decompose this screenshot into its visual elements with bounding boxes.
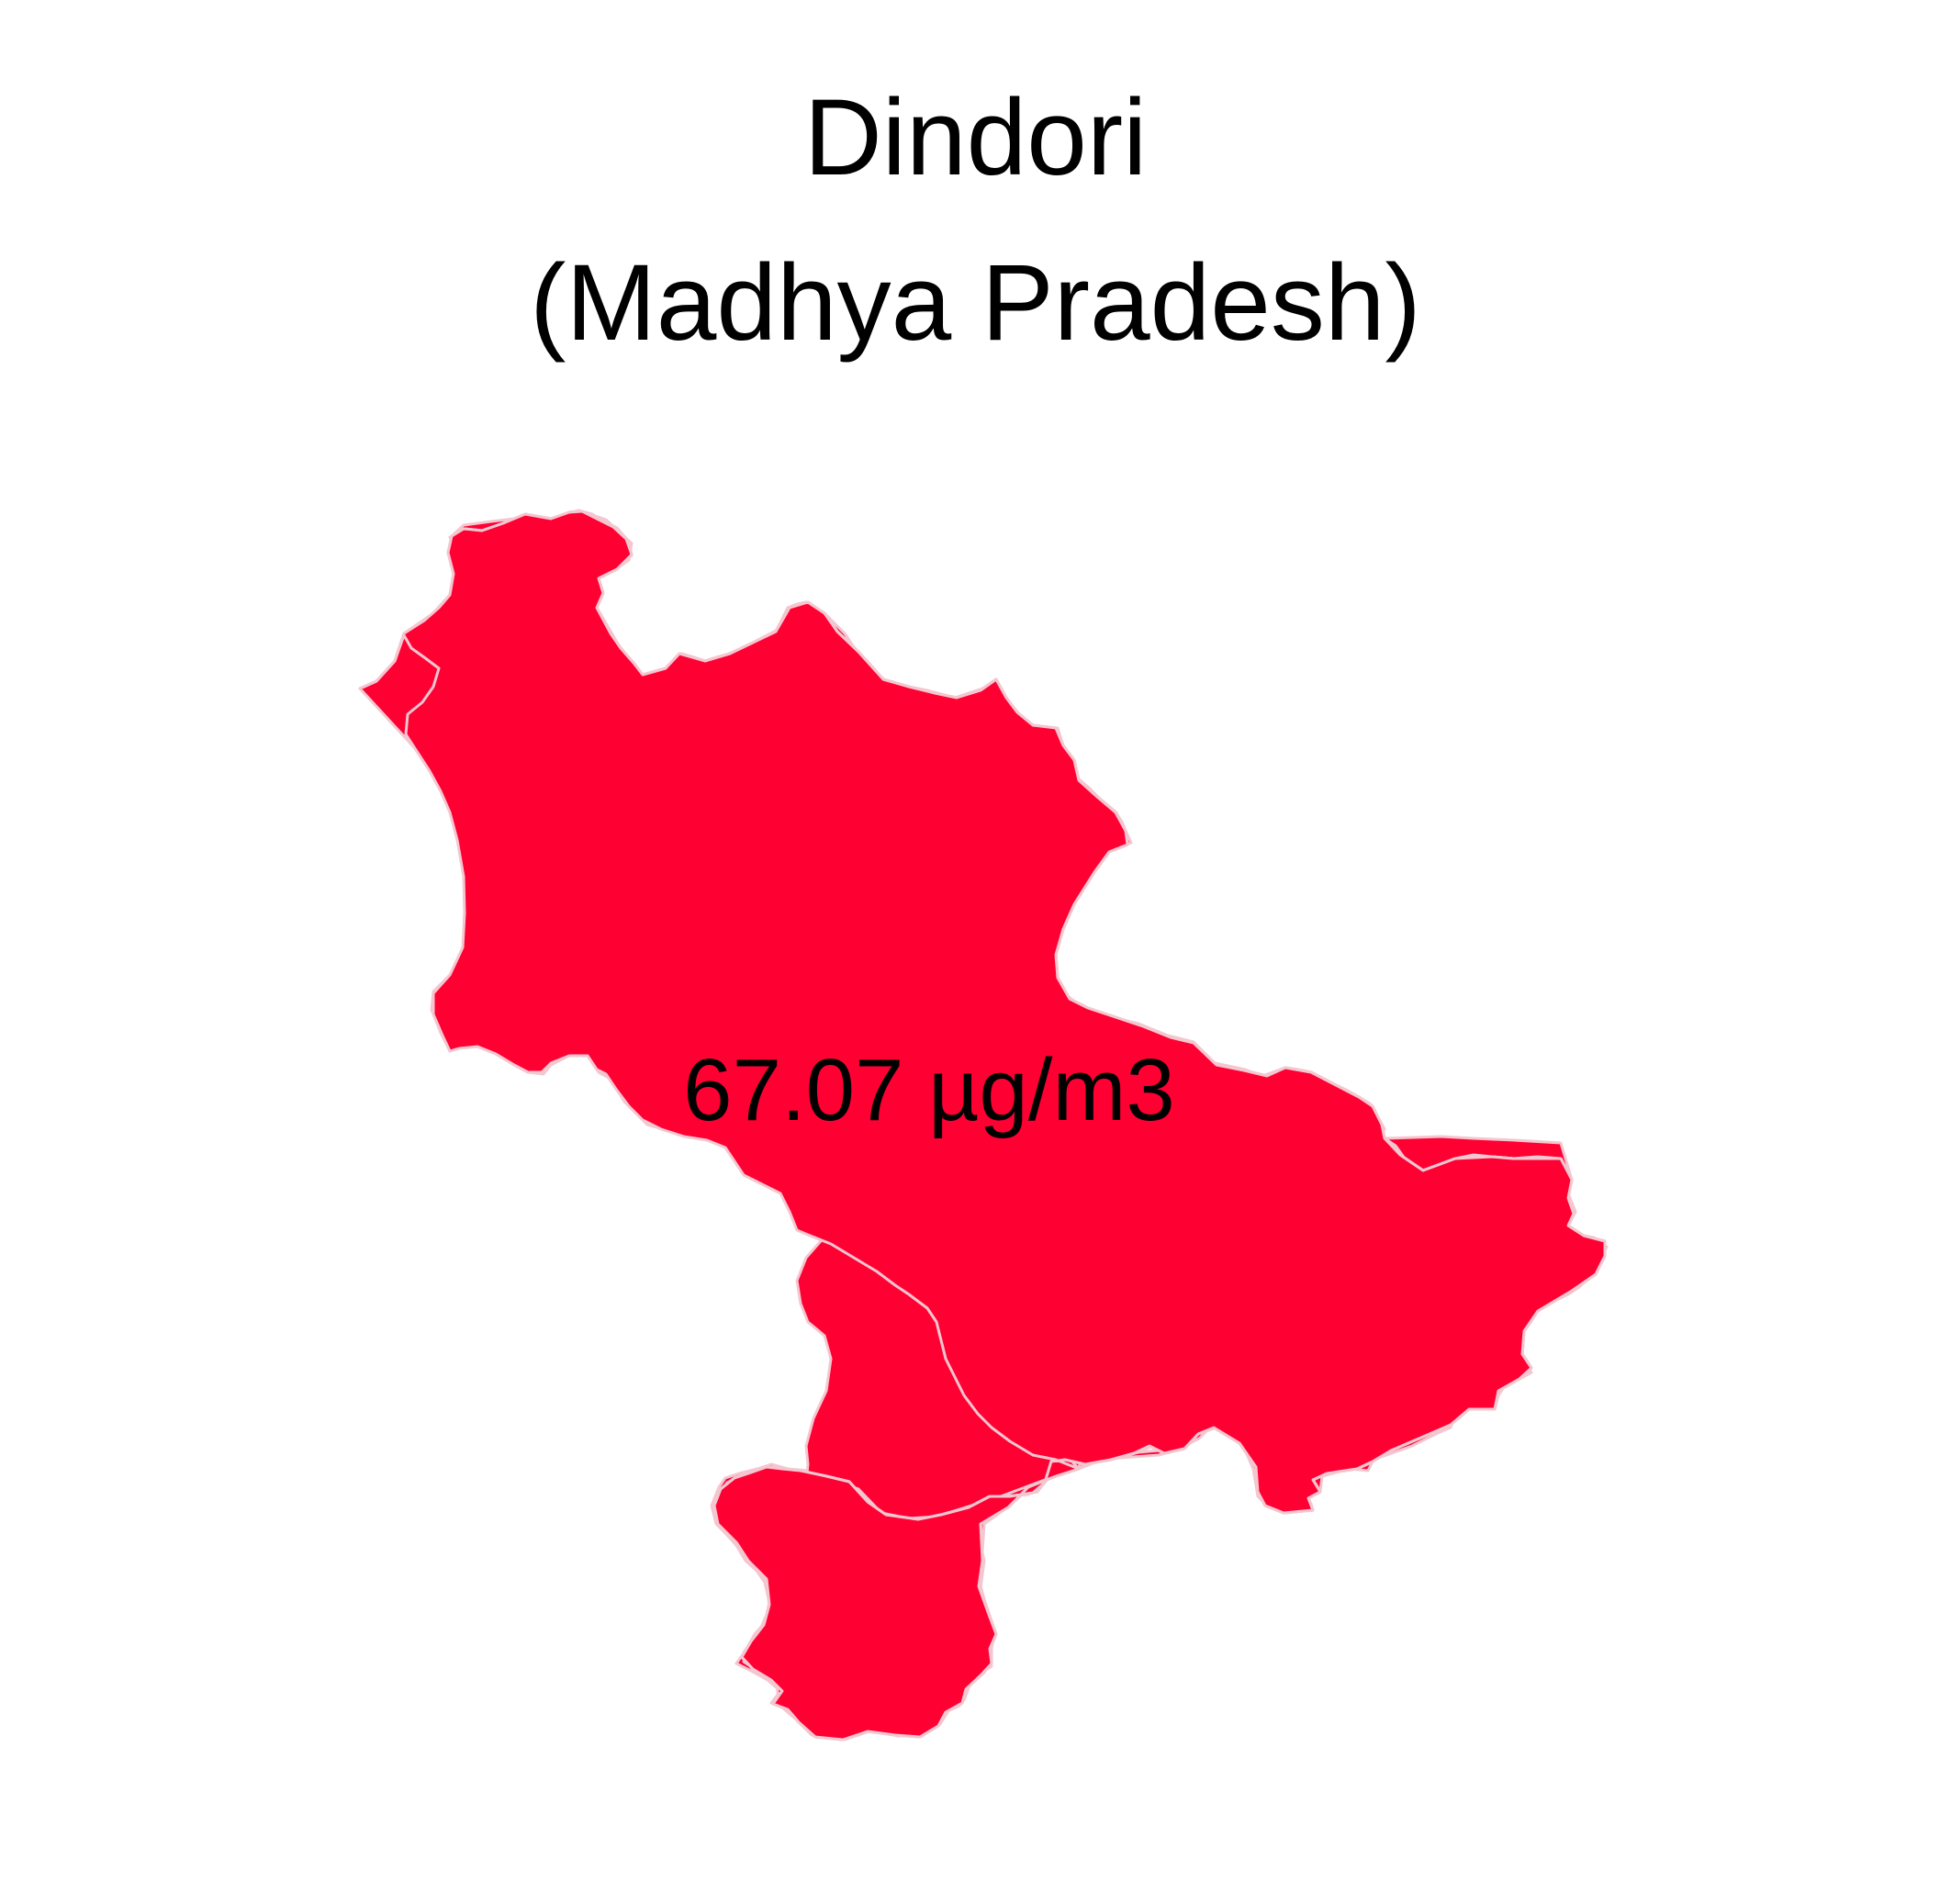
pollution-value-label: 67.07 µg/m3 <box>683 1041 1175 1139</box>
title-state: (Madhya Pradesh) <box>530 242 1421 364</box>
title-district: Dindori <box>803 77 1148 198</box>
